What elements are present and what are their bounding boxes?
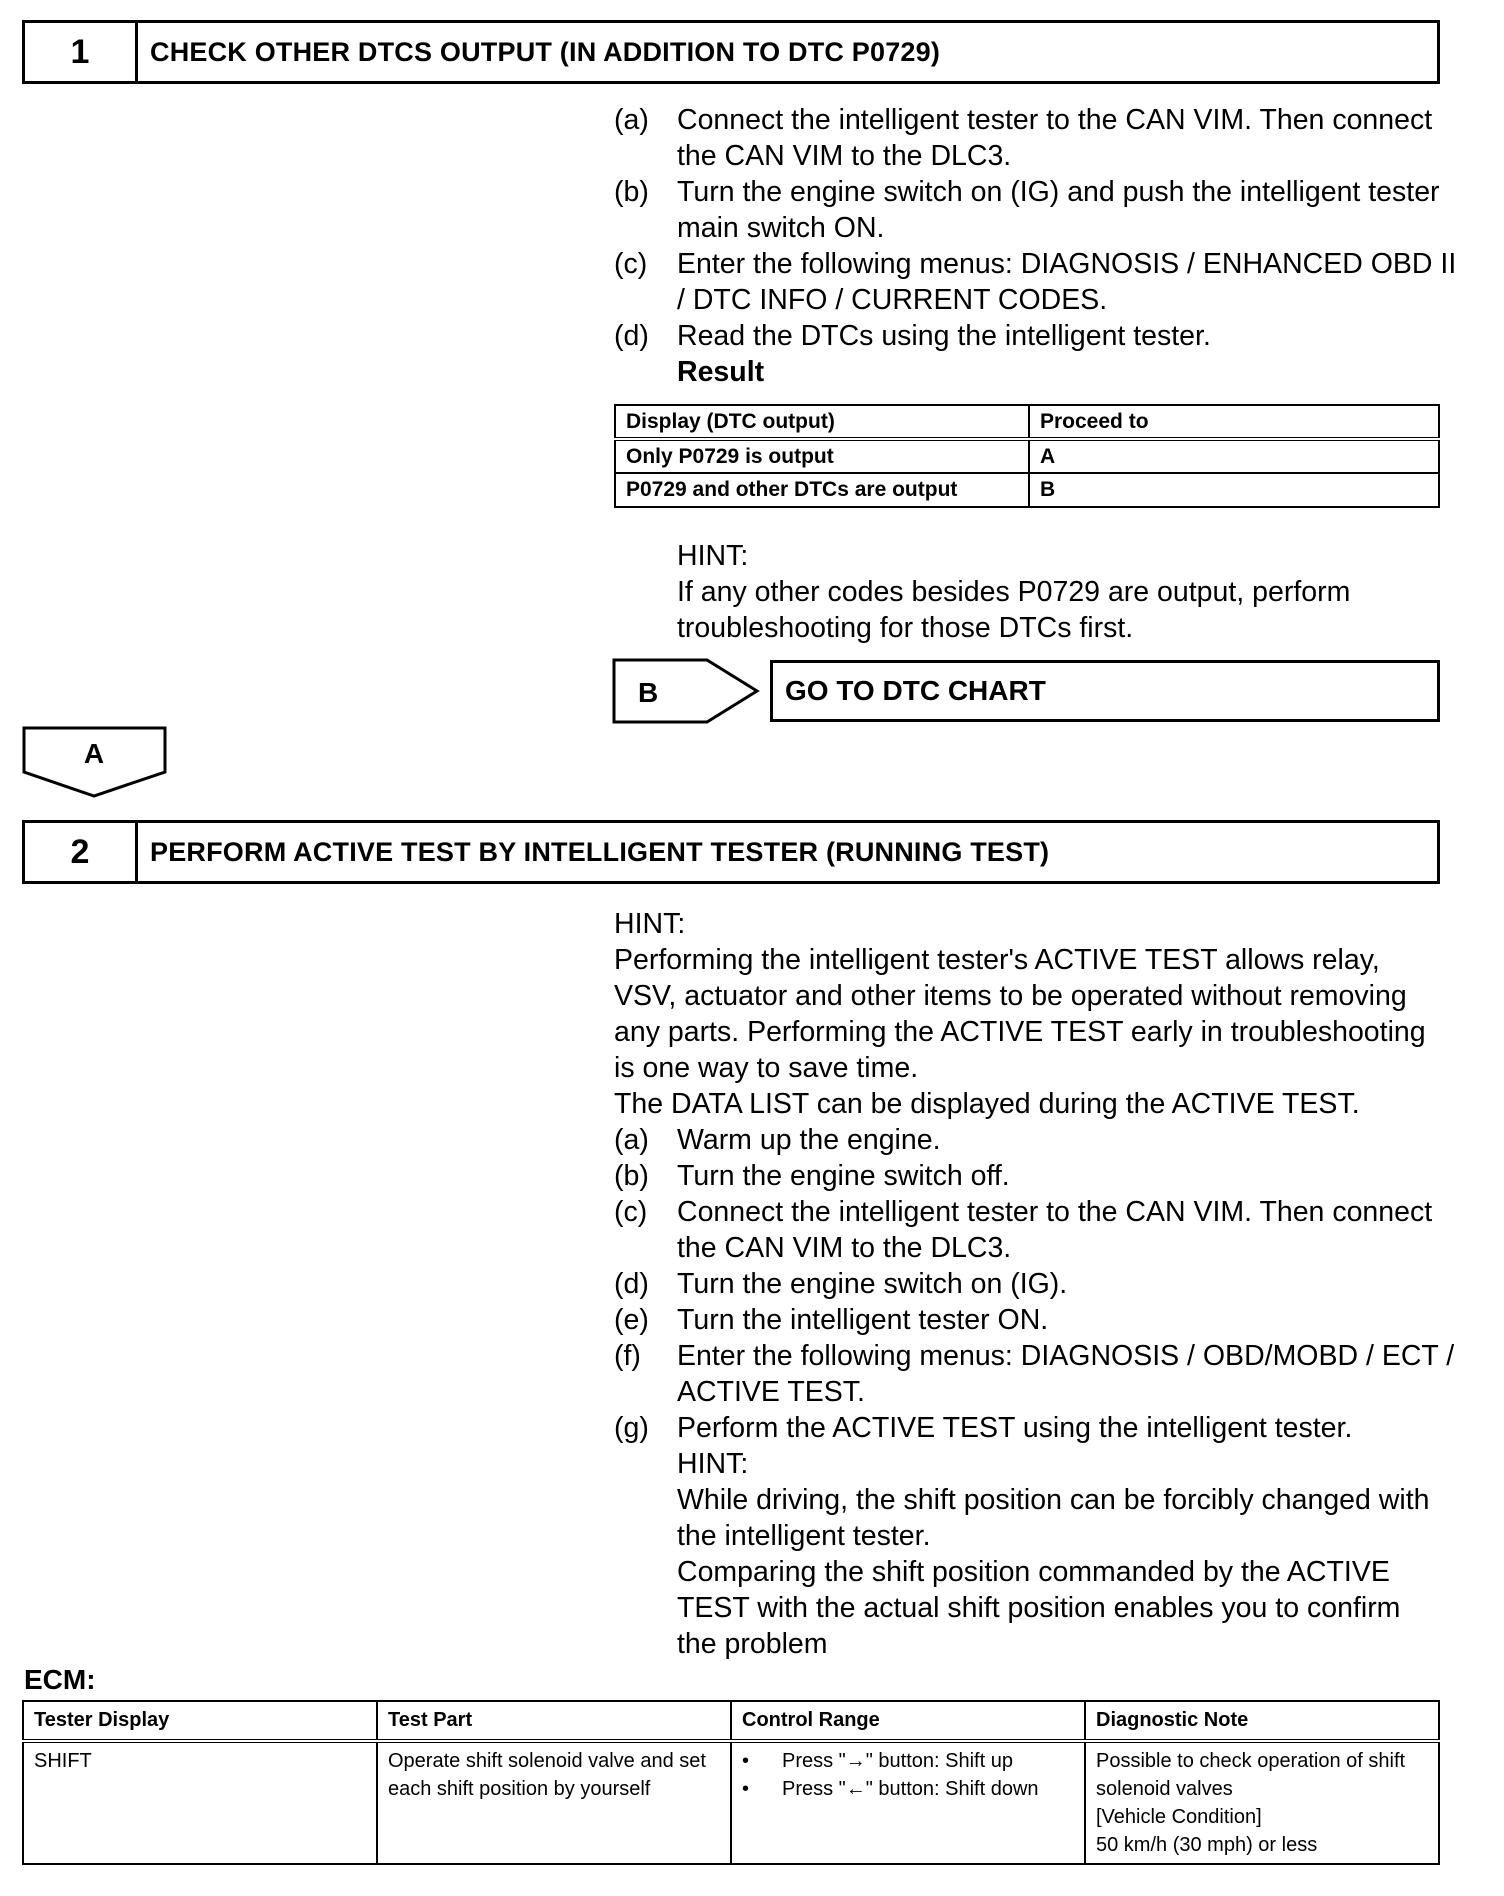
table-row xyxy=(615,439,1439,473)
list-item xyxy=(614,102,1454,174)
item-label: (b) xyxy=(614,176,649,208)
hint-label: HINT: xyxy=(614,908,686,940)
control-range-text: Press "→" button: Shift up xyxy=(782,1750,1013,1772)
hint-text: Performing the intelligent tester's ACTIVE TEST allows relay, VSV, actuator and other items to be operated without removing any parts. Performing the ACTIVE TEST early in troubleshooting is one way to save time. xyxy=(614,944,1426,1084)
tester-display-cell: SHIFT xyxy=(23,1741,377,1864)
item-text: Enter the following menus: DIAGNOSIS / ENHANCED OBD II / DTC INFO / CURRENT CODES. xyxy=(677,248,1457,316)
diagnostic-note-cell xyxy=(1085,1741,1439,1864)
item-text: Warm up the engine. xyxy=(677,1124,941,1156)
table-header: Tester Display xyxy=(23,1701,377,1741)
data-list-note: The DATA LIST can be displayed during the ACTIVE TEST. xyxy=(614,1088,1360,1120)
list-item xyxy=(614,246,1457,318)
result-table xyxy=(614,404,1440,508)
item-text: Connect the intelligent tester to the CAN VIM. Then connect the CAN VIM to the DLC3. xyxy=(677,1196,1433,1264)
list-item xyxy=(614,318,1454,354)
step-title: CHECK OTHER DTCS OUTPUT (IN ADDITION TO DTC P0729) xyxy=(150,36,941,67)
item-text: Read the DTCs using the intelligent tester. xyxy=(677,320,1211,352)
list-item xyxy=(614,1338,1454,1410)
ecm-table xyxy=(22,1700,1440,1865)
step-number: 2 xyxy=(25,823,138,881)
list-item xyxy=(614,1122,1454,1158)
table-header: Proceed to xyxy=(1029,405,1439,439)
item-label: (c) xyxy=(614,1196,648,1228)
item-text: Enter the following menus: DIAGNOSIS / OBD/MOBD / ECT / ACTIVE TEST. xyxy=(677,1340,1455,1408)
item-label: (d) xyxy=(614,1268,649,1300)
table-cell: Only P0729 is output xyxy=(615,439,1029,473)
table-row xyxy=(23,1741,1439,1864)
item-label: (e) xyxy=(614,1304,649,1336)
hint-text: If any other codes besides P0729 are output, perform troubleshooting for those DTCs first. xyxy=(677,576,1351,644)
table-header-row xyxy=(615,405,1439,439)
branch-a-arrow-icon xyxy=(22,726,168,798)
table-row xyxy=(615,473,1439,507)
sub-hint-text: While driving, the shift position can be forcibly changed with the intelligent tester. xyxy=(677,1484,1430,1552)
go-to-dtc-chart-box: GO TO DTC CHART xyxy=(770,660,1440,722)
note-text: 50 km/h (30 mph) or less xyxy=(1096,1834,1318,1856)
table-header: Diagnostic Note xyxy=(1085,1701,1439,1741)
control-range-text: Press "←" button: Shift down xyxy=(782,1778,1039,1800)
test-part-cell: Operate shift solenoid valve and set each shift position by yourself xyxy=(377,1741,731,1864)
item-text: Perform the ACTIVE TEST using the intelligent tester. xyxy=(677,1412,1353,1444)
list-item xyxy=(614,1194,1454,1266)
bullet-icon: • xyxy=(742,1778,750,1800)
table-cell: P0729 and other DTCs are output xyxy=(615,473,1029,507)
item-label: (c) xyxy=(614,248,648,280)
sub-hint-label: HINT: xyxy=(677,1448,749,1480)
branch-b-label: B xyxy=(638,677,659,708)
note-text: Possible to check operation of shift solenoid valves xyxy=(1096,1750,1406,1800)
bullet-item xyxy=(742,1775,1074,1803)
result-label: Result xyxy=(677,356,765,388)
item-label: (b) xyxy=(614,1160,649,1192)
step-1-header xyxy=(22,20,1440,84)
step-2-header xyxy=(22,820,1440,884)
table-cell: A xyxy=(1029,439,1439,473)
list-item xyxy=(614,174,1454,246)
list-item xyxy=(614,1302,1454,1338)
item-label: (a) xyxy=(614,104,649,136)
hint-label: HINT: xyxy=(677,540,749,572)
list-item xyxy=(614,1410,1454,1446)
table-header: Control Range xyxy=(731,1701,1085,1741)
branch-a-label: A xyxy=(83,738,105,769)
table-header-row xyxy=(23,1701,1439,1741)
item-text: Turn the intelligent tester ON. xyxy=(677,1304,1049,1336)
sub-hint-text: Comparing the shift position commanded by the ACTIVE TEST with the actual shift position enables you to confirm the problem xyxy=(677,1556,1401,1660)
item-text: Turn the engine switch on (IG) and push the intelligent tester main switch ON. xyxy=(677,176,1440,244)
item-label: (d) xyxy=(614,320,649,352)
step-number: 1 xyxy=(25,23,138,81)
item-text: Connect the intelligent tester to the CAN VIM. Then connect the CAN VIM to the DLC3. xyxy=(677,104,1433,172)
bullet-icon: • xyxy=(742,1750,750,1772)
bullet-item xyxy=(742,1747,1074,1775)
list-item xyxy=(614,1266,1454,1302)
item-label: (f) xyxy=(614,1340,641,1372)
list-item xyxy=(614,1158,1454,1194)
ecm-label: ECM: xyxy=(24,1664,96,1695)
item-label: (a) xyxy=(614,1124,649,1156)
item-text: Turn the engine switch off. xyxy=(677,1160,1010,1192)
control-range-cell xyxy=(731,1741,1085,1864)
item-text: Turn the engine switch on (IG). xyxy=(677,1268,1068,1300)
item-label: (g) xyxy=(614,1412,649,1444)
note-text: [Vehicle Condition] xyxy=(1096,1806,1262,1828)
branch-b-arrow-icon xyxy=(612,658,762,724)
table-header: Display (DTC output) xyxy=(615,405,1029,439)
table-header: Test Part xyxy=(377,1701,731,1741)
table-cell: B xyxy=(1029,473,1439,507)
step-title: PERFORM ACTIVE TEST BY INTELLIGENT TESTER (RUNNING TEST) xyxy=(150,836,1050,867)
